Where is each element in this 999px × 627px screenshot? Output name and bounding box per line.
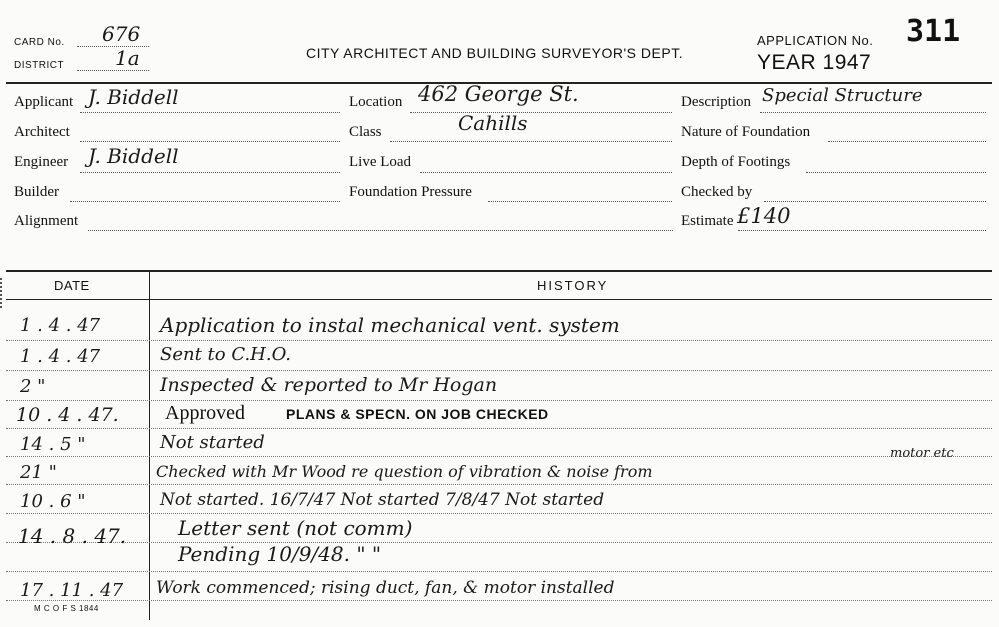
foundation-pressure-line bbox=[488, 201, 672, 202]
table-row-history: Approved bbox=[165, 402, 245, 424]
edge-mark bbox=[0, 278, 6, 308]
card-no-value: 676 bbox=[102, 22, 141, 46]
date-column-divider bbox=[149, 270, 150, 620]
applicant-value: J. Biddell bbox=[88, 85, 179, 109]
depth-line bbox=[806, 172, 986, 173]
district-label: DISTRICT bbox=[14, 60, 65, 71]
row-rule bbox=[6, 513, 992, 514]
table-row-history: Letter sent (not comm) bbox=[178, 516, 413, 540]
alignment-line bbox=[88, 230, 673, 231]
live-load-line bbox=[420, 172, 672, 173]
table-row-history: Inspected & reported to Mr Hogan bbox=[160, 374, 498, 396]
estimate-value: £140 bbox=[737, 204, 791, 228]
row-rule bbox=[6, 400, 992, 401]
table-row-date: 1 . 4 . 47 bbox=[20, 315, 101, 336]
table-row-date: 10 . 6 " bbox=[20, 491, 86, 512]
architect-label: Architect bbox=[14, 124, 70, 140]
district-line bbox=[77, 70, 149, 71]
engineer-label: Engineer bbox=[14, 154, 69, 170]
description-value: Special Structure bbox=[762, 85, 923, 106]
table-row-date: 2 " bbox=[20, 376, 46, 397]
checked-line bbox=[764, 201, 986, 202]
district-value: 1a bbox=[115, 46, 140, 70]
table-row-date: 14 . 8 . 47. bbox=[18, 524, 127, 548]
row-rule bbox=[6, 370, 992, 371]
application-number: 311 bbox=[906, 14, 961, 49]
form-code: M C O F S 1844 bbox=[34, 604, 99, 613]
table-header-border bbox=[6, 299, 992, 300]
table-row-history: Sent to C.H.O. bbox=[160, 344, 292, 365]
nature-line bbox=[828, 141, 986, 142]
architect-line bbox=[80, 141, 340, 142]
foundation-pressure-label: Foundation Pressure bbox=[349, 184, 472, 200]
table-row-history: Not started bbox=[160, 432, 265, 453]
nature-of-foundation-label: Nature of Foundation bbox=[681, 124, 811, 140]
year-label: YEAR 1947 bbox=[757, 51, 872, 74]
live-load-label: Live Load bbox=[349, 154, 412, 170]
class-line bbox=[390, 141, 672, 142]
alignment-label: Alignment bbox=[14, 213, 79, 229]
location-label: Location bbox=[349, 94, 403, 110]
date-header: DATE bbox=[54, 278, 90, 293]
builder-line bbox=[70, 201, 340, 202]
location-line bbox=[410, 112, 672, 113]
applicant-line bbox=[80, 112, 340, 113]
row-rule bbox=[6, 542, 992, 543]
card-no-label: CARD No. bbox=[14, 37, 65, 48]
table-row-date: 14 . 5 " bbox=[20, 434, 86, 455]
engineer-value: J. Biddell bbox=[88, 144, 179, 168]
application-label: APPLICATION No. bbox=[757, 33, 874, 48]
table-row-history: Not started. 16/7/47 Not started 7/8/47 Not started bbox=[160, 490, 605, 510]
checked-by-label: Checked by bbox=[681, 184, 753, 200]
table-row-history-continued: Pending 10/9/48. " " bbox=[178, 542, 382, 566]
table-row-history: Work commenced; rising duct, fan, & motor installed bbox=[156, 578, 615, 598]
location-value-2: Cahills bbox=[458, 111, 528, 135]
row-rule bbox=[6, 428, 992, 429]
table-row-date: 17 . 11 . 47 bbox=[20, 580, 124, 601]
table-row-history: Checked with Mr Wood re question of vibration & noise from bbox=[156, 462, 653, 481]
history-header: HISTORY bbox=[537, 278, 609, 293]
row-margin-note: motor etc bbox=[890, 446, 954, 461]
row-rule bbox=[6, 571, 992, 572]
description-label: Description bbox=[681, 94, 751, 110]
table-row-date: 1 . 4 . 47 bbox=[20, 346, 101, 367]
table-top-border bbox=[6, 270, 992, 272]
applicant-label: Applicant bbox=[14, 94, 74, 110]
table-row-date: 10 . 4 . 47. bbox=[16, 404, 119, 426]
location-value: 462 George St. bbox=[418, 82, 579, 106]
row-rule bbox=[6, 456, 992, 457]
row-rule bbox=[6, 484, 992, 485]
plans-checked-stamp: PLANS & SPECN. ON JOB CHECKED bbox=[286, 406, 549, 422]
table-row-date: 21 " bbox=[20, 462, 57, 483]
row-rule bbox=[6, 340, 992, 341]
table-row-history: Application to instal mechanical vent. system bbox=[160, 313, 620, 337]
class-label: Class bbox=[349, 124, 382, 140]
builder-label: Builder bbox=[14, 184, 59, 200]
description-line bbox=[760, 112, 986, 113]
department-title: CITY ARCHITECT AND BUILDING SURVEYOR'S DEPT. bbox=[306, 45, 684, 61]
row-rule bbox=[6, 600, 992, 601]
estimate-label: Estimate bbox=[681, 213, 734, 229]
depth-of-footings-label: Depth of Footings bbox=[681, 154, 791, 170]
engineer-line bbox=[80, 172, 340, 173]
estimate-line bbox=[738, 230, 986, 231]
